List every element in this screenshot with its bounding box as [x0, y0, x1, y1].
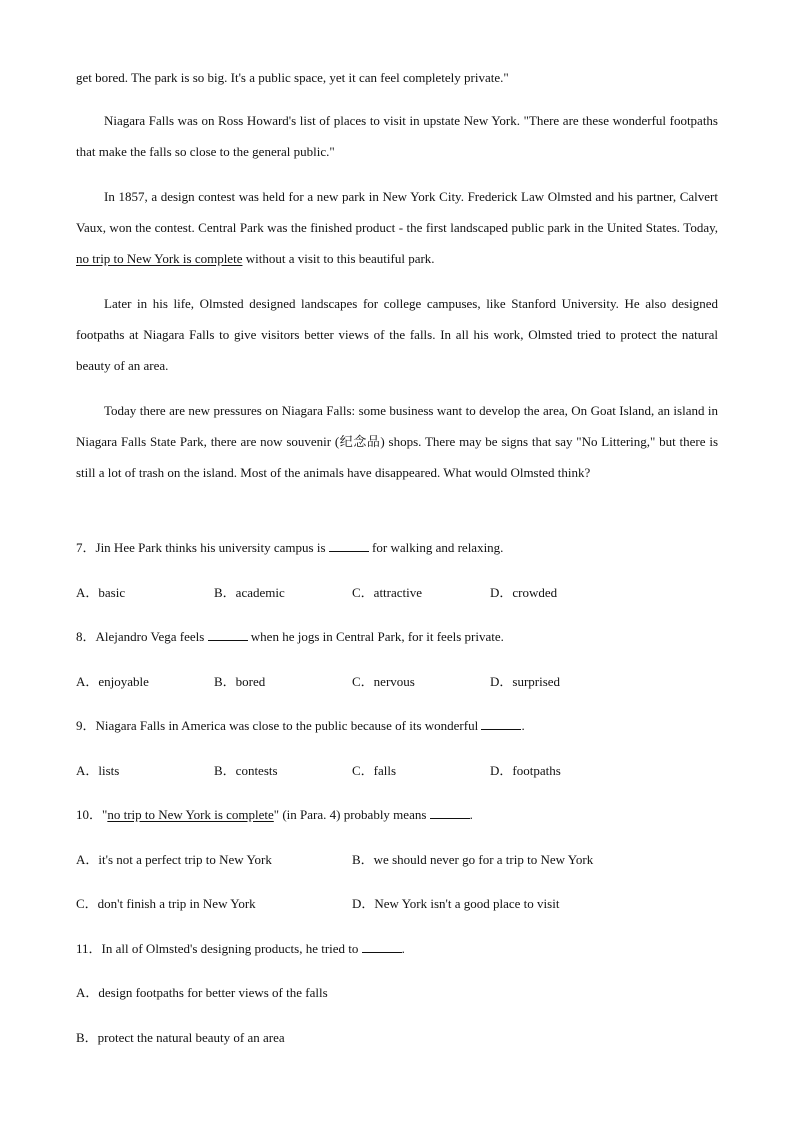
option-c: C．don't finish a trip in New York — [76, 896, 256, 911]
answer-blank — [481, 717, 521, 730]
underlined-phrase: no trip to New York is complete — [107, 807, 274, 822]
option-c: C．attractive — [352, 585, 423, 600]
option-b: B．contests — [214, 763, 278, 778]
question-number: 11． — [76, 941, 102, 956]
paragraph-text: without a visit to this beautiful park. — [242, 251, 435, 266]
paragraph-text: Niagara Falls was on Ross Howard's list of places to visit in upstate New York. "There are these wonderful footpaths that make the falls so close to the general public." — [76, 113, 718, 159]
option-b: B．we should never go for a trip to New York — [352, 852, 594, 867]
question-number: 9． — [76, 718, 96, 733]
passage-paragraph-5 — [76, 395, 718, 488]
question-number: 7． — [76, 540, 96, 555]
paragraph-text: Today there are new pressures on Niagara Falls: some business want to develop the area, On Goat Island, an island in Niagara Falls State Park, there are now souvenir (纪念品) shops. There may be signs that say "No Littering," but there is still a lot of trash on the island. Most of the animals have disappeared. What would Olmsted think? — [76, 403, 718, 480]
question-stem: . — [469, 807, 473, 822]
passage-paragraph-2 — [76, 105, 718, 167]
option-b: B．bored — [214, 674, 266, 689]
question-number: 10． — [76, 807, 103, 822]
question-stem: " (in Para. 4) probably means — [273, 807, 430, 822]
question-7 — [76, 538, 503, 558]
option-c: C．falls — [352, 763, 397, 778]
question-number: 8． — [76, 629, 96, 644]
question-11 — [76, 939, 405, 959]
question-stem: Jin Hee Park thinks his university campus is — [95, 540, 329, 555]
option-a: A．enjoyable — [76, 674, 149, 689]
question-stem: for walking and relaxing. — [368, 540, 504, 555]
question-stem: . — [521, 718, 525, 733]
paragraph-text: Later in his life, Olmsted designed landscapes for college campuses, like Stanford University. He also designed footpaths at Niagara Falls to give visitors better views of the falls. In all his work, Olmsted tried to protect the natural beauty of an area. — [76, 296, 718, 373]
answer-blank — [430, 806, 470, 819]
option-b: B．protect the natural beauty of an area — [76, 1030, 285, 1045]
option-d: D．crowded — [490, 585, 558, 600]
question-stem: Alejandro Vega feels — [95, 629, 208, 644]
question-stem: In all of Olmsted's designing products, he tried to — [101, 941, 362, 956]
option-a: A．design footpaths for better views of the falls — [76, 985, 328, 1000]
paragraph-text: In 1857, a design contest was held for a new park in New York City. Frederick Law Olmsted and his partner, Calvert Vaux, won the contest. Central Park was the finished product - the first landscaped public park in the United States. Today, — [76, 189, 718, 235]
option-b: B．academic — [214, 585, 285, 600]
question-8 — [76, 627, 504, 647]
option-a: A．basic — [76, 585, 126, 600]
question-9 — [76, 716, 525, 736]
answer-blank — [329, 539, 369, 552]
option-d: D．New York isn't a good place to visit — [352, 896, 560, 911]
option-a: A．it's not a perfect trip to New York — [76, 852, 272, 867]
question-10 — [76, 805, 473, 825]
passage-paragraph-4 — [76, 288, 718, 381]
option-d: D．surprised — [490, 674, 561, 689]
question-stem: . — [401, 941, 405, 956]
question-stem: when he jogs in Central Park, for it feels private. — [247, 629, 504, 644]
question-stem: Niagara Falls in America was close to the public because of its wonderful — [95, 718, 482, 733]
paragraph-text: get bored. The park is so big. It's a public space, yet it can feel completely private." — [76, 70, 509, 85]
passage-paragraph-3 — [76, 181, 718, 274]
option-a: A．lists — [76, 763, 120, 778]
answer-blank — [208, 628, 248, 641]
passage-paragraph-1-tail — [76, 62, 718, 93]
option-c: C．nervous — [352, 674, 415, 689]
answer-blank — [362, 940, 402, 953]
quote-mark: " — [102, 807, 108, 822]
option-d: D．footpaths — [490, 763, 561, 778]
underlined-phrase: no trip to New York is complete — [76, 251, 243, 266]
